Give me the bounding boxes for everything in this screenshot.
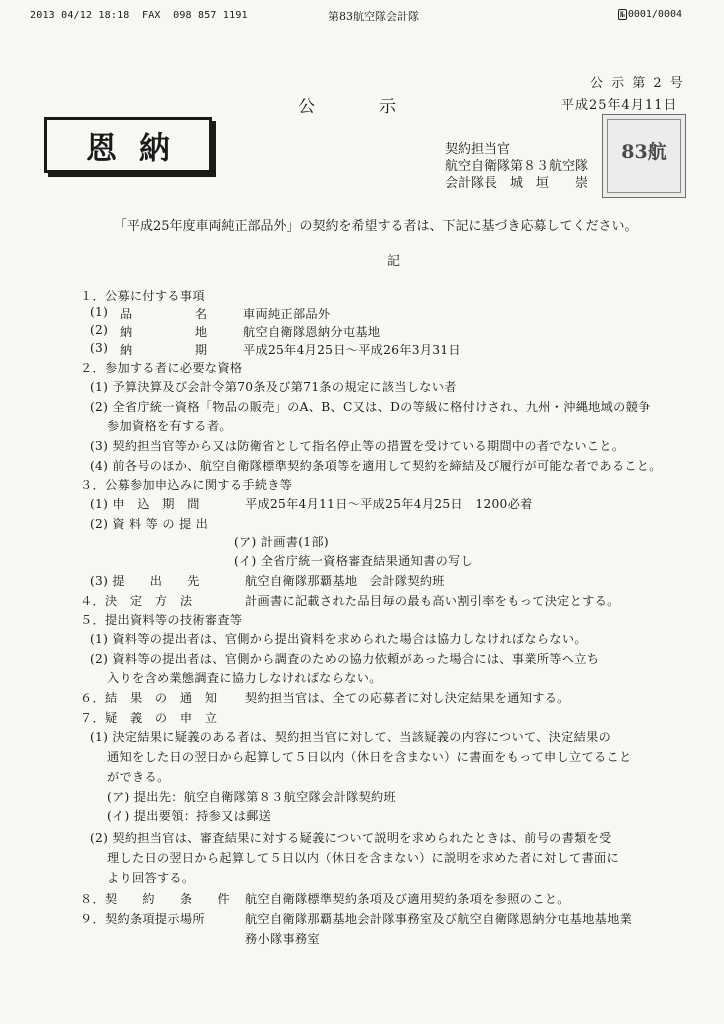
s2-item-4: (4) 前各号のほか、航空自衛隊標準契約条項等を適用して契約を締結及び履行が可能な者であること。 [90,459,662,473]
s3-title: ３．公募参加申込みに関する手続き等 [80,478,293,492]
issuer-line-1: 契約担当官 [445,142,511,157]
s7-item-1e: (イ) 提出要領：持参又は郵送 [107,809,272,823]
s1-title: １．公募に付する事項 [80,289,205,303]
s2-title: ２．参加する者に必要な資格 [80,361,243,375]
notice-date: 平成25年4月11日 [561,98,678,113]
fax-page-counter: № 0001/0004 [620,9,683,20]
s5-item-2b: 入りを含め業態調査に協力しなければならない。 [107,671,382,685]
s9-label: ９．契約条項提示場所 [80,912,205,926]
s7-title: ７．疑 義 の 申 立 [80,711,218,725]
s7-item-2b: 理した日の翌日から起算して５日以内（休日を含まない）に説明を求めた者に対して書面に [107,851,619,865]
s2-item-1: (1) 予算決算及び会計令第70条及び第71条の規定に該当しない者 [90,380,457,394]
s3-item-2-label: (2) 資 料 等 の 提 出 [90,517,209,531]
s5-title: ５．提出資料等の技術審査等 [80,613,243,627]
s3-item-3-value: 航空自衛隊那覇基地 会計隊契約班 [245,574,445,588]
fax-sender: 第83航空隊会計隊 [328,10,419,23]
ki-label: 記 [387,254,401,269]
s1-item-3-label: 納 期 [120,343,208,357]
notice-heading: 公 示 [298,97,406,117]
s2-item-2b: 参加資格を有する者。 [107,419,232,433]
s1-item-3-num: (3) [90,341,109,355]
fax-datetime: 2013 04/12 18:18 FAX 098 857 1191 [30,10,248,21]
s4-value: 計画書に記載された品目毎の最も高い割引率をもって決定とする。 [245,594,620,608]
issuer-line-2: 航空自衛隊第８３航空隊 [445,159,589,174]
s4-label: ４．決 定 方 法 [80,594,193,608]
s1-item-2-num: (2) [90,323,109,337]
official-seal [602,114,686,198]
intro-text: 「平成25年度車両純正部品外」の契約を希望する者は、下記に基づき応募してください。 [114,219,638,234]
number-symbol-icon: № [620,10,625,19]
s2-item-2a: (2) 全省庁統一資格「物品の販売」のA、B、C又は、Dの等級に格付けされ、九州・沖縄地域の競争 [90,400,651,414]
s1-item-1-label: 品 名 [120,307,208,321]
notice-number: 公 示 第 2 号 [590,76,685,91]
s1-item-3-value: 平成25年4月25日～平成26年3月31日 [243,343,461,357]
s3-item-2-a: (ア) 計画書(1部) [234,535,329,549]
s1-item-2-value: 航空自衛隊恩納分屯基地 [243,325,381,339]
s5-item-2a: (2) 資料等の提出者は、官側から調査のための協力依頼があった場合には、事業所等へ立ち [90,652,600,666]
fax-number: 098 857 1191 [173,10,248,21]
s1-item-2-label: 納 地 [120,325,208,339]
s7-item-1a: (1) 決定結果に疑義のある者は、契約担当官に対して、当該疑義の内容について、決定結果の [90,730,612,744]
s9-value-2: 務小隊事務室 [245,932,320,946]
s3-item-3-label: (3) 提 出 先 [90,574,200,588]
s9-value-1: 航空自衛隊那覇基地会計隊事務室及び航空自衛隊恩納分屯基地基地業 [245,912,633,926]
s3-item-1-value: 平成25年4月11日～平成25年4月25日 1200必着 [245,497,533,511]
s7-item-2a: (2) 契約担当官は、審査結果に対する疑義について説明を求められたときは、前号の書類を受 [90,831,612,845]
seal-text: 83航 [621,141,667,163]
s3-item-1-label: (1) 申 込 期 間 [90,497,200,511]
s6-label: ６．結 果 の 通 知 [80,691,218,705]
s7-item-1d: (ア) 提出先：航空自衛隊第８３航空隊会計隊契約班 [107,790,397,804]
s8-value: 航空自衛隊標準契約条項及び適用契約条項を参照のこと。 [245,892,570,906]
s7-item-1b: 通知をした日の翌日から起算して５日以内（休日を含まない）に書面をもって申し立てること [107,750,632,764]
title-box [44,117,212,173]
title-text: 恩納 [86,130,192,167]
issuer-line-3: 会計隊長 城 垣 崇 [445,176,589,191]
s2-item-3: (3) 契約担当官等から又は防衛省として指名停止等の措置を受けている期間中の者でないこと。 [90,439,625,453]
fax-label: FAX [141,10,161,21]
s6-value: 契約担当官は、全ての応募者に対し決定結果を通知する。 [245,691,570,705]
s1-item-1-num: (1) [90,305,109,319]
s5-item-1: (1) 資料等の提出者は、官側から提出資料を求められた場合は協力しなければならない。 [90,632,587,646]
s8-label: ８．契 約 条 件 [80,892,230,906]
s3-item-2-b: (イ) 全省庁統一資格審査結果通知書の写し [234,554,474,568]
s7-item-1c: ができる。 [107,770,170,784]
s7-item-2c: より回答する。 [107,871,195,885]
s1-item-1-value: 車両純正部品外 [243,307,331,321]
